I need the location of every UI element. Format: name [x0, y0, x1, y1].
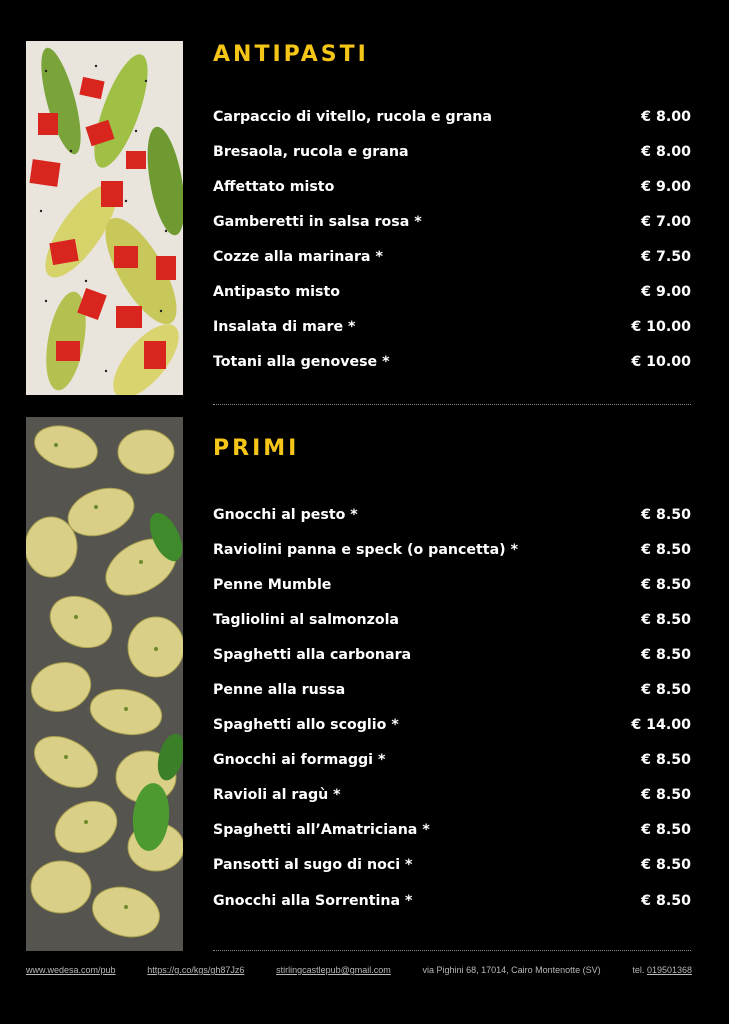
menu-item-price: € 8.50	[641, 541, 691, 558]
primi-photo	[26, 417, 183, 951]
menu-item	[213, 532, 691, 567]
section-divider	[213, 404, 691, 405]
menu-item	[213, 883, 691, 918]
menu-item-name: Carpaccio di vitello, rucola e grana	[213, 108, 492, 125]
menu-item-price: € 8.50	[641, 611, 691, 628]
menu-item-price: € 10.00	[631, 319, 691, 336]
menu-item-name: Bresaola, rucola e grana	[213, 143, 409, 160]
menu-item-name: Pansotti al sugo di noci *	[213, 857, 413, 874]
menu-item-name: Spaghetti alla carbonara	[213, 646, 412, 663]
menu-item-price: € 8.00	[641, 108, 691, 125]
menu-item-price: € 8.50	[641, 787, 691, 804]
menu-item-price: € 8.50	[641, 646, 691, 663]
menu-item-name: Cozze alla marinara *	[213, 248, 383, 265]
menu-item	[213, 813, 691, 848]
menu-item-name: Antipasto misto	[213, 284, 340, 301]
menu-item-price: € 8.50	[641, 857, 691, 874]
menu-item	[213, 239, 691, 274]
menu-item	[213, 848, 691, 883]
menu-item-name: Affettato misto	[213, 178, 335, 195]
phone-label: tel.	[632, 965, 645, 975]
menu-item-price: € 8.50	[641, 576, 691, 593]
menu-item-price: € 7.50	[641, 248, 691, 265]
menu-item-price: € 8.50	[641, 752, 691, 769]
menu-item	[213, 310, 691, 345]
menu-item-price: € 8.50	[641, 892, 691, 909]
antipasti-heading: ANTIPASTI	[213, 42, 369, 67]
footer	[26, 965, 692, 975]
phone-link[interactable]: 019501368	[646, 965, 692, 975]
menu-item	[213, 134, 691, 169]
menu-item-price: € 8.50	[641, 682, 691, 699]
menu-item-price: € 14.00	[631, 717, 691, 734]
menu-item-name: Spaghetti allo scoglio *	[213, 717, 399, 734]
menu-item	[213, 169, 691, 204]
phone-block	[632, 965, 692, 975]
menu-item-price: € 9.00	[641, 178, 691, 195]
menu-item	[213, 345, 691, 380]
primi-menu-list	[213, 497, 691, 918]
menu-item	[213, 99, 691, 134]
menu-item	[213, 637, 691, 672]
menu-item-name: Gnocchi al pesto *	[213, 506, 358, 523]
menu-item-price: € 9.00	[641, 284, 691, 301]
menu-item-name: Gnocchi ai formaggi *	[213, 752, 386, 769]
menu-item-price: € 8.00	[641, 143, 691, 160]
menu-item	[213, 204, 691, 239]
menu-item	[213, 602, 691, 637]
menu-item-price: € 10.00	[631, 354, 691, 371]
menu-item-price: € 8.50	[641, 822, 691, 839]
menu-item-name: Penne Mumble	[213, 576, 332, 593]
menu-item	[213, 497, 691, 532]
website-link[interactable]: www.wedesa.com/pub	[26, 965, 116, 975]
menu-item	[213, 708, 691, 743]
address-text: via Pighini 68, 17014, Cairo Montenotte (SV)	[422, 965, 601, 975]
menu-item-name: Ravioli al ragù *	[213, 787, 341, 804]
menu-item	[213, 672, 691, 707]
menu-item-name: Spaghetti all’Amatriciana *	[213, 822, 430, 839]
menu-item-price: € 7.00	[641, 213, 691, 230]
menu-item-name: Raviolini panna e speck (o pancetta) *	[213, 541, 519, 558]
primi-heading: PRIMI	[213, 436, 300, 461]
menu-item	[213, 743, 691, 778]
menu-item	[213, 274, 691, 309]
menu-item-name: Totani alla genovese *	[213, 354, 390, 371]
menu-item	[213, 778, 691, 813]
menu-item-price: € 8.50	[641, 506, 691, 523]
menu-item-name: Insalata di mare *	[213, 319, 356, 336]
maps-link[interactable]: https://g.co/kgs/gh87Jz6	[147, 965, 245, 975]
menu-item-name: Tagliolini al salmonzola	[213, 611, 400, 628]
antipasti-menu-list	[213, 99, 691, 380]
menu-item	[213, 567, 691, 602]
email-link[interactable]: stirlingcastlepub@gmail.com	[276, 965, 391, 975]
footer-divider	[213, 950, 691, 951]
menu-item-name: Gnocchi alla Sorrentina *	[213, 892, 413, 909]
menu-item-name: Gamberetti in salsa rosa *	[213, 213, 422, 230]
antipasti-photo	[26, 41, 183, 395]
menu-item-name: Penne alla russa	[213, 682, 346, 699]
